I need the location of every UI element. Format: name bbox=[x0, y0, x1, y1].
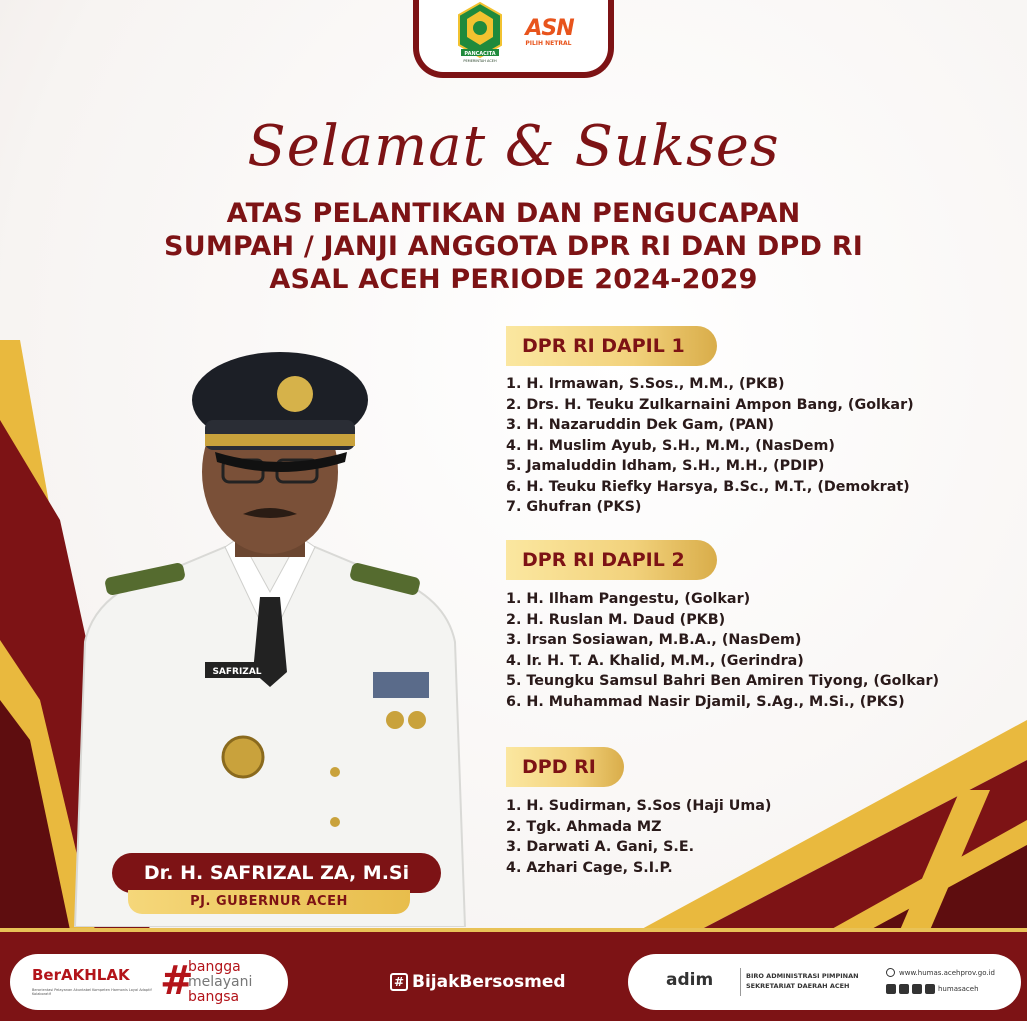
bijak-label: BijakBersosmed bbox=[412, 972, 566, 992]
social-row bbox=[886, 984, 979, 994]
bangsa-word: bangsa bbox=[188, 989, 240, 1005]
pancacita-label: PANCACITA bbox=[464, 51, 496, 57]
list-item: 5. Teungku Samsul Bahri Ben Amiren Tiyong, (Golkar) bbox=[506, 673, 940, 689]
x-icon[interactable] bbox=[925, 984, 935, 994]
list-item: 1. H. Ilham Pangestu, (Golkar) bbox=[506, 591, 751, 607]
member-list-dapil1 bbox=[506, 374, 914, 518]
list-item: 4. Azhari Cage, S.I.P. bbox=[506, 859, 673, 876]
bijak-bersosmed bbox=[390, 972, 566, 992]
asn-logo bbox=[525, 15, 574, 47]
list-item: 1. H. Sudirman, S.Sos (Haji Uma) bbox=[506, 798, 772, 814]
section-title-dapil2: DPR RI DAPIL 2 bbox=[506, 540, 717, 580]
official-portrait bbox=[55, 342, 475, 927]
biro-line-1: BIRO ADMINISTRASI PIMPINAN bbox=[746, 972, 859, 980]
asn-text: ASN bbox=[525, 15, 574, 41]
berakhlak-logo: BerAKHLAK bbox=[32, 966, 130, 984]
bangga-word: bangga bbox=[188, 959, 241, 975]
list-item: 3. Irsan Sosiawan, M.B.A., (NasDem) bbox=[506, 632, 802, 648]
button bbox=[330, 767, 340, 777]
footer-biro-panel bbox=[628, 954, 1021, 1010]
pancacita-logo bbox=[453, 1, 507, 63]
list-item: 4. H. Muslim Ayub, S.H., M.M., (NasDem) bbox=[506, 437, 835, 454]
medal bbox=[386, 711, 404, 729]
biro-line-2: SEKRETARIAT DAERAH ACEH bbox=[746, 982, 850, 990]
list-item: 2. Drs. H. Teuku Zulkarnaini Ampon Bang, (Golkar) bbox=[506, 396, 914, 413]
list-item: 2. H. Ruslan M. Daud (PKB) bbox=[506, 611, 726, 628]
button bbox=[330, 817, 340, 827]
website-row bbox=[886, 968, 995, 977]
youtube-icon[interactable] bbox=[886, 984, 896, 994]
list-item: 7. Ghufran (PKS) bbox=[506, 499, 642, 515]
facebook-icon[interactable] bbox=[912, 984, 922, 994]
headline-line-1: ATAS PELANTIKAN DAN PENGUCAPAN bbox=[226, 198, 801, 229]
bangga-melayani-bangsa bbox=[188, 960, 252, 1005]
hashtag-icon: # bbox=[160, 958, 194, 1004]
berakhlak-tagline: Berorientasi Pelayanan Akuntabel Kompeten Harmonis Loyal Adaptif Kolaboratif bbox=[32, 988, 152, 996]
medal bbox=[408, 711, 426, 729]
list-item: 6. H. Muhammad Nasir Djamil, S.Ag., M.Si., (PKS) bbox=[506, 693, 905, 710]
headline-line-3: ASAL ACEH PERIODE 2024-2029 bbox=[269, 264, 758, 295]
section-title-dapil1: DPR RI DAPIL 1 bbox=[506, 326, 717, 366]
member-list-dapil2 bbox=[506, 589, 939, 712]
list-item: 3. H. Nazaruddin Dek Gam, (PAN) bbox=[506, 417, 775, 433]
footer-bar bbox=[0, 928, 1027, 1021]
pancacita-sub: PEMERINTAH ACEH bbox=[463, 59, 497, 63]
website-link[interactable]: www.humas.acehprov.go.id bbox=[899, 968, 995, 977]
headline-line-2: SUMPAH / JANJI ANGGOTA DPR RI DAN DPD RI bbox=[164, 231, 863, 262]
medal-ribbons bbox=[373, 672, 429, 698]
name-tag-text: SAFRIZAL bbox=[212, 667, 262, 677]
cap-emblem bbox=[277, 376, 313, 412]
adim-logo: adim bbox=[666, 970, 714, 990]
list-item: 5. Jamaluddin Idham, S.H., M.H., (PDIP) bbox=[506, 458, 825, 474]
list-item: 6. H. Teuku Riefky Harsya, B.Sc., M.T., (Demokrat) bbox=[506, 478, 910, 495]
instagram-icon[interactable] bbox=[899, 984, 909, 994]
chest-badge bbox=[223, 737, 263, 777]
globe-icon bbox=[886, 968, 895, 977]
footer-berakhlak-panel bbox=[10, 954, 288, 1010]
social-handle: humasaceh bbox=[938, 985, 979, 993]
list-item: 2. Tgk. Ahmada MZ bbox=[506, 818, 662, 835]
melayani-word: melayani bbox=[188, 974, 253, 990]
official-role-badge: PJ. GUBERNUR ACEH bbox=[128, 890, 410, 914]
list-item: 4. Ir. H. T. A. Khalid, M.M., (Gerindra) bbox=[506, 652, 804, 669]
official-name-badge: Dr. H. SAFRIZAL ZA, M.Si bbox=[112, 853, 441, 893]
cap-gold-band bbox=[205, 434, 355, 446]
asn-sub: PILIH NETRAL bbox=[525, 39, 572, 47]
list-item: 3. Darwati A. Gani, S.E. bbox=[506, 839, 695, 855]
logo-tab bbox=[413, 0, 614, 78]
script-title: Selamat & Sukses bbox=[247, 114, 780, 179]
section-title-dpd: DPD RI bbox=[506, 747, 624, 787]
divider bbox=[740, 968, 741, 996]
list-item: 1. H. Irmawan, S.Sos., M.M., (PKB) bbox=[506, 376, 785, 392]
member-list-dpd bbox=[506, 796, 771, 878]
hashtag-box-icon: # bbox=[390, 973, 408, 991]
